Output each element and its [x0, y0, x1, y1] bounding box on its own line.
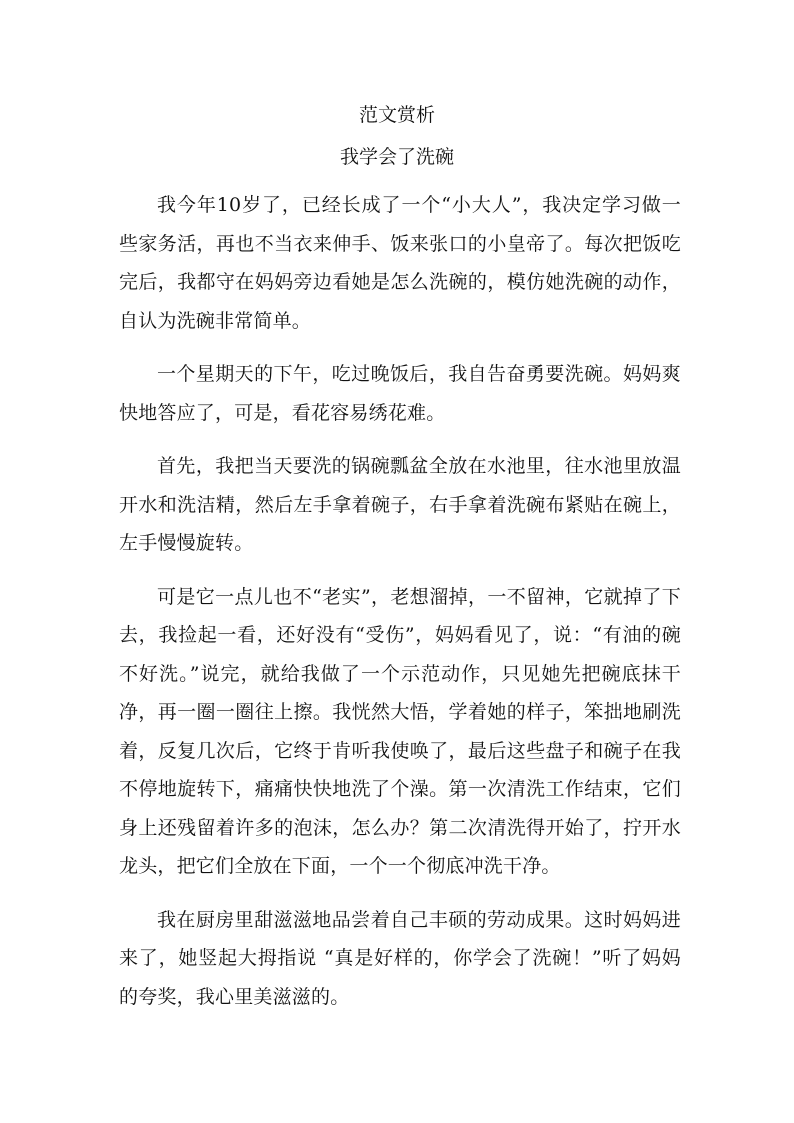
- paragraph: 可是它一点儿也不“老实”，老想溜掉，一不留神，它就掉了下去，我捡起一看，还好没有“受伤”，妈妈看见了，说：“有油的碗不好洗。”说完，就给我做了一个示范动作，只见她先把碗底抹干净，再一圈一圈往上擦。我恍然大悟，学着她的样子，笨拙地刷洗着，反复几次后，它终于肯听我使唤了，最后这些盘子和碗子在我不停地旋转下，痛痛快快地洗了个澡。第一次清洗工作结束，它们身上还残留着许多的泡沫，怎么办？第二次清洗得开始了，拧开水龙头，把它们全放在下面，一个一个彻底冲洗干净。: [119, 585, 681, 877]
- paragraph: 首先，我把当天要洗的锅碗瓢盆全放在水池里，往水池里放温开水和洗洁精，然后左手拿着碗子，右手拿着洗碗布紧贴在碗上，左手慢慢旋转。: [119, 455, 681, 554]
- essay-title: 我学会了洗碗: [339, 146, 454, 168]
- essay-body: [119, 186, 681, 1031]
- paragraph: 一个星期天的下午，吃过晚饭后，我自告奋勇要洗碗。妈妈爽快地答应了，可是，看花容易绣花难。: [119, 363, 681, 424]
- section-kicker: 范文赏析: [358, 104, 435, 126]
- paragraph: 我在厨房里甜滋滋地品尝着自己丰硕的劳动成果。这时妈妈进来了，她竖起大拇指说 “真是好样的，你学会了洗碗！”听了妈妈的夸奖，我心里美滋滋的。: [119, 908, 681, 1008]
- paragraph: 我今年10岁了，已经长成了一个“小大人”，我决定学习做一些家务活，再也不当衣来伸手、饭来张口的小皇帝了。每次把饭吃完后，我都守在妈妈旁边看她是怎么洗碗的，模仿她洗碗的动作，自认为洗碗非常简单。: [119, 194, 681, 332]
